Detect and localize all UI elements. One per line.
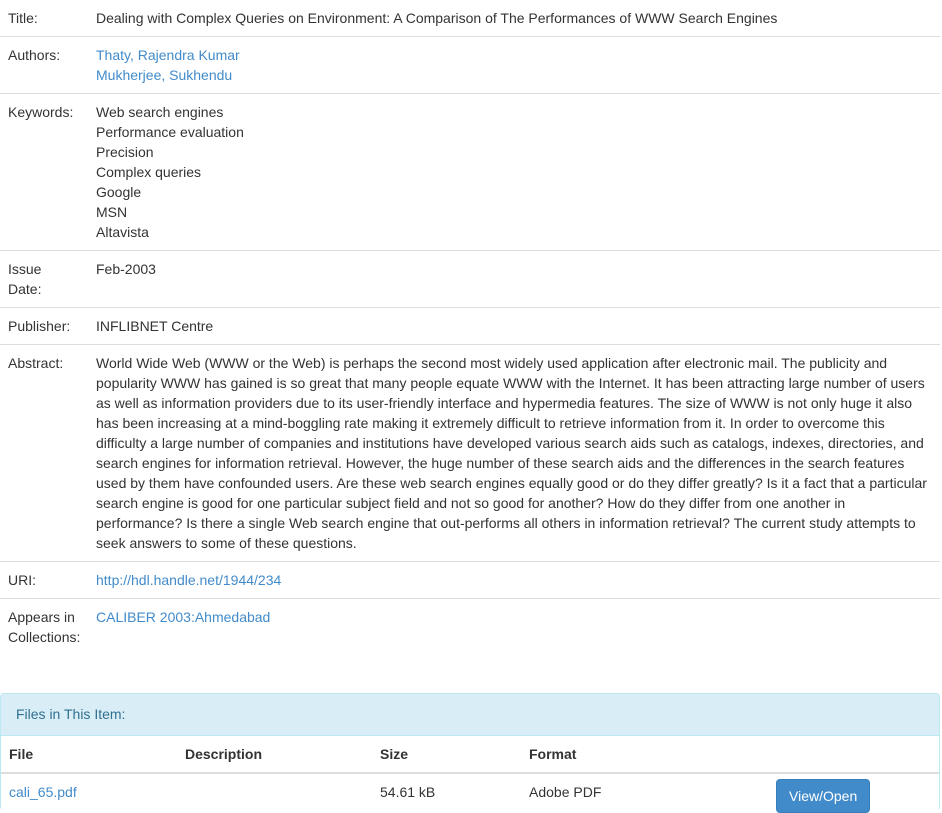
issue-date: Feb-2003 (88, 251, 940, 308)
files-table-header (1, 736, 939, 773)
column-header-format: Format (521, 736, 768, 773)
title-label: Title: (8, 10, 38, 26)
issue-date-label-line: Issue (8, 261, 42, 277)
issue-date-label-line: Date: (8, 281, 42, 297)
publisher-label: Publisher: (0, 308, 88, 345)
author-link[interactable]: Mukherjee, Sukhendu (96, 67, 233, 83)
table-row (1, 773, 939, 810)
metadata-row-uri (0, 562, 940, 599)
keyword: Web search engines (96, 104, 224, 120)
publisher: INFLIBNET Centre (88, 308, 940, 345)
keyword: Altavista (96, 224, 149, 240)
metadata-row-publisher (0, 308, 940, 345)
metadata-row-authors (0, 37, 940, 94)
collections-label-line: Appears in (8, 609, 75, 625)
authors-list (88, 37, 940, 94)
collections-label (0, 599, 88, 656)
author-link[interactable]: Thaty, Rajendra Kumar (96, 47, 240, 63)
metadata-row-keywords (0, 94, 940, 251)
metadata-row-collections (0, 599, 940, 656)
metadata-row-title (0, 0, 940, 37)
collection-link[interactable]: CALIBER 2003:Ahmedabad (96, 609, 271, 625)
item-title: Dealing with Complex Queries on Environment: A Comparison of The Performances of WWW Search Engines (96, 10, 778, 26)
collections-label-line: Collections: (8, 629, 81, 645)
files-panel-heading: Files in This Item: (1, 694, 939, 736)
file-format: Adobe PDF (529, 784, 602, 800)
uri-label: URI: (0, 562, 88, 599)
view-open-button[interactable]: View/Open (776, 779, 870, 813)
keyword: Precision (96, 144, 154, 160)
files-table (1, 736, 939, 810)
metadata-row-issue-date (0, 251, 940, 308)
authors-label: Authors: (0, 37, 88, 94)
keyword: Google (96, 184, 142, 200)
metadata-row-abstract (0, 345, 940, 562)
issue-date-label (0, 251, 88, 308)
keyword: Performance evaluation (96, 124, 244, 140)
column-header-file: File (1, 736, 177, 773)
file-link[interactable]: cali_65.pdf (9, 784, 77, 800)
keywords-label: Keywords: (0, 94, 88, 251)
keyword: Complex queries (96, 164, 202, 180)
column-header-description: Description (177, 736, 372, 773)
uri-link[interactable]: http://hdl.handle.net/1944/234 (96, 572, 282, 588)
column-header-action (768, 736, 939, 773)
file-description (177, 773, 372, 810)
keywords-list (88, 94, 940, 251)
file-size: 54.61 kB (380, 784, 436, 800)
abstract-text: World Wide Web (WWW or the Web) is perhaps the second most widely used application after electronic mail. The publicity and popularity WWW has gained is so great that many people equate WWW with the Internet. It has been attracting large number of users as well as information providers due to its user-friendly interface and hypermedia features. The size of WWW is not only huge it also has been increasing at a mind-boggling rate making it extremely difficult to retrieve information from it. In order to overcome this difficulty a large number of companies and institutions have developed various search aids such as catalogs, indexes, directories, and search engines for information retrieval. However, the huge number of these search aids and the differences in the search features used by them have confounded users. Are these web search engines equally good or do they differ greatly? Is it a fact that a particular search engine is good for one particular subject field and not so good for another? How do they differ from one another in performance? Is there a single Web search engine that out-performs all others in information retrieval? The current study attempts to seek answers to some of these questions. (88, 345, 940, 562)
files-panel (0, 693, 940, 810)
keyword: MSN (96, 204, 128, 220)
column-header-size: Size (372, 736, 521, 773)
abstract-label: Abstract: (0, 345, 88, 562)
